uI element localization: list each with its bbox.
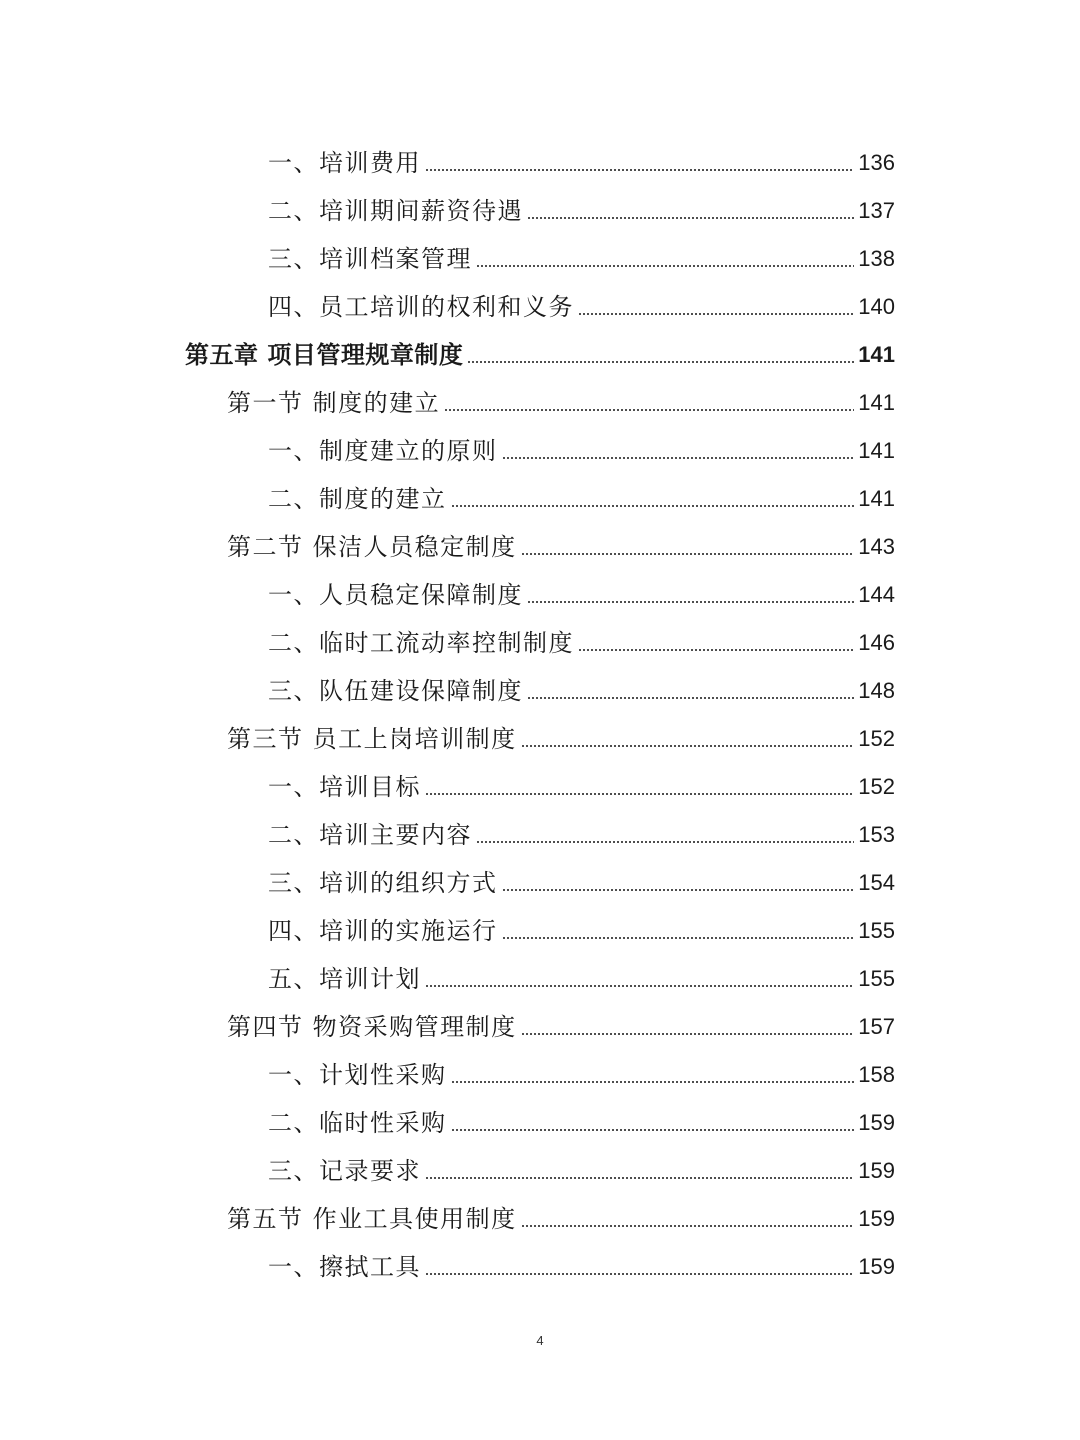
toc-entry-title: 三、培训档案管理: [268, 245, 472, 273]
toc-section-entry[interactable]: [0, 706, 1080, 754]
toc-entry-page: 153: [858, 822, 895, 847]
toc-entry-title: 一、培训费用: [268, 149, 421, 177]
toc-leader-dots: [578, 313, 854, 315]
toc-entry-title: 一、制度建立的原则: [268, 437, 498, 465]
toc-entry-title: 第三节 员工上岗培训制度: [227, 725, 517, 753]
toc-subsection-entry[interactable]: [0, 658, 1080, 706]
toc-entry-title: 二、制度的建立: [268, 485, 447, 513]
toc-subsection-entry[interactable]: [0, 130, 1080, 178]
toc-subsection-entry[interactable]: [0, 610, 1080, 658]
toc-subsection-entry[interactable]: [0, 1138, 1080, 1186]
toc-leader-dots: [425, 169, 854, 171]
toc-entry-page: 137: [858, 198, 895, 223]
toc-subsection-entry[interactable]: [0, 466, 1080, 514]
toc-entry-title: 一、培训目标: [268, 773, 421, 801]
toc-entry-title: 二、培训期间薪资待遇: [268, 197, 523, 225]
toc-entry-page: 152: [858, 774, 895, 799]
toc-section-entry[interactable]: [0, 1186, 1080, 1234]
toc-subsection-entry[interactable]: [0, 178, 1080, 226]
toc-leader-dots: [425, 1273, 854, 1275]
toc-leader-dots: [521, 1225, 855, 1227]
toc-entry-title: 第五章 项目管理规章制度: [185, 340, 464, 369]
toc-subsection-entry[interactable]: [0, 274, 1080, 322]
toc-entry-page: 158: [858, 1062, 895, 1087]
toc-entry-title: 三、队伍建设保障制度: [268, 677, 523, 705]
toc-subsection-entry[interactable]: [0, 418, 1080, 466]
toc-leader-dots: [527, 601, 854, 603]
toc-entry-page: 144: [858, 582, 895, 607]
toc-entry-title: 三、培训的组织方式: [268, 869, 498, 897]
toc-leader-dots: [527, 697, 854, 699]
toc-section-entry[interactable]: [0, 514, 1080, 562]
toc-entry-title: 第五节 作业工具使用制度: [227, 1205, 517, 1233]
toc-entry-page: 155: [858, 918, 895, 943]
toc-subsection-entry[interactable]: [0, 1234, 1080, 1282]
toc-entry-page: 140: [858, 294, 895, 319]
toc-subsection-entry[interactable]: [0, 946, 1080, 994]
toc-entry-page: 154: [858, 870, 895, 895]
toc-entry-title: 第一节 制度的建立: [227, 389, 441, 417]
toc-leader-dots: [425, 793, 854, 795]
toc-entry-page: 155: [858, 966, 895, 991]
toc-entry-page: 143: [858, 534, 895, 559]
toc-entry-title: 二、培训主要内容: [268, 821, 472, 849]
toc-leader-dots: [521, 745, 855, 747]
toc-entry-title: 五、培训计划: [268, 965, 421, 993]
toc-subsection-entry[interactable]: [0, 226, 1080, 274]
toc-entry-page: 138: [858, 246, 895, 271]
toc-subsection-entry[interactable]: [0, 802, 1080, 850]
toc-entry-title: 一、计划性采购: [268, 1061, 447, 1089]
toc-entry-page: 141: [858, 342, 895, 367]
toc-leader-dots: [527, 217, 854, 219]
toc-subsection-entry[interactable]: [0, 1090, 1080, 1138]
toc-leader-dots: [444, 409, 854, 411]
toc-leader-dots: [467, 361, 854, 363]
toc-entry-title: 四、员工培训的权利和义务: [268, 293, 574, 321]
toc-entry-title: 一、擦拭工具: [268, 1253, 421, 1281]
toc-leader-dots: [425, 985, 854, 987]
toc-entry-page: 146: [858, 630, 895, 655]
toc-leader-dots: [521, 1033, 855, 1035]
toc-entry-page: 152: [858, 726, 895, 751]
toc-leader-dots: [451, 1081, 855, 1083]
toc-leader-dots: [451, 505, 855, 507]
toc-entry-page: 159: [858, 1254, 895, 1279]
toc-entry-page: 148: [858, 678, 895, 703]
toc-entry-title: 四、培训的实施运行: [268, 917, 498, 945]
toc-subsection-entry[interactable]: [0, 562, 1080, 610]
toc-entry-page: 159: [858, 1110, 895, 1135]
toc-subsection-entry[interactable]: [0, 850, 1080, 898]
toc-leader-dots: [502, 457, 855, 459]
toc-leader-dots: [476, 265, 854, 267]
toc-entry-title: 二、临时工流动率控制制度: [268, 629, 574, 657]
toc-entry-title: 三、记录要求: [268, 1157, 421, 1185]
toc-chapter-entry[interactable]: [0, 322, 1080, 370]
toc-entry-page: 136: [858, 150, 895, 175]
toc-subsection-entry[interactable]: [0, 1042, 1080, 1090]
toc-section-entry[interactable]: [0, 994, 1080, 1042]
toc-entry-title: 一、人员稳定保障制度: [268, 581, 523, 609]
toc-leader-dots: [521, 553, 855, 555]
toc-section-entry[interactable]: [0, 370, 1080, 418]
toc-leader-dots: [425, 1177, 854, 1179]
toc-leader-dots: [502, 937, 855, 939]
toc-entry-page: 157: [858, 1014, 895, 1039]
toc-entry-page: 141: [858, 390, 895, 415]
toc-leader-dots: [502, 889, 855, 891]
toc-leader-dots: [578, 649, 854, 651]
toc-entry-title: 第二节 保洁人员稳定制度: [227, 533, 517, 561]
page-number: 4: [536, 1333, 544, 1348]
toc-subsection-entry[interactable]: [0, 898, 1080, 946]
toc-leader-dots: [451, 1129, 855, 1131]
toc-subsection-entry[interactable]: [0, 754, 1080, 802]
toc-entry-page: 159: [858, 1158, 895, 1183]
toc-entry-title: 第四节 物资采购管理制度: [227, 1013, 517, 1041]
table-of-contents: [0, 130, 1080, 1282]
toc-entry-page: 141: [858, 486, 895, 511]
toc-leader-dots: [476, 841, 854, 843]
toc-entry-page: 159: [858, 1206, 895, 1231]
toc-entry-page: 141: [858, 438, 895, 463]
toc-entry-title: 二、临时性采购: [268, 1109, 447, 1137]
